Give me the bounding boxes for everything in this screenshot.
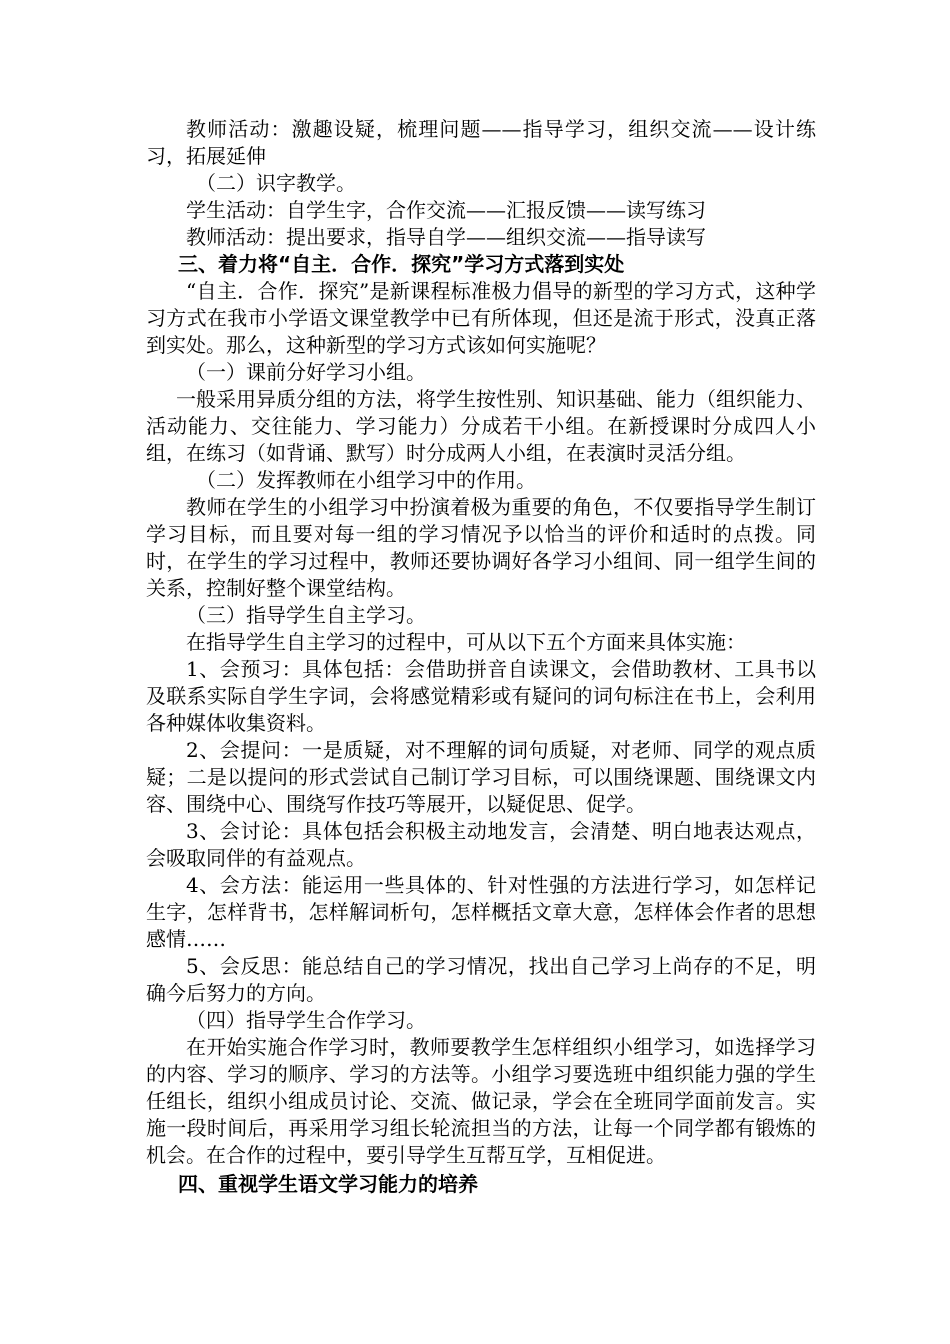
subheading-teacher-role: （二）发挥教师在小组学习中的作用。	[196, 468, 536, 492]
paragraph-teacher-role: 教师在学生的小组学习中扮演着极为重要的角色，不仅要指导学生制订学习目标，而且要对每一组的学习情况予以恰当的评价和适时的点拨。同时，在学生的学习过程中，教师还要协调好各学习小组间、同一组学生间的关系，控制好整个课堂结构。	[146, 495, 816, 600]
list-item-questioning: 2、会提问：一是质疑，对不理解的词句质疑，对老师、同学的观点质疑；二是以提问的形式尝试自己制订学习目标，可以围绕课题、围绕课文内容、围绕中心、围绕写作技巧等展开，以疑促思、促学。	[146, 738, 816, 816]
subheading-independent-learning: （三）指导学生自主学习。	[186, 603, 426, 627]
list-item-methods: 4、会方法：能运用一些具体的、针对性强的方法进行学习，如怎样记生字，怎样背书，怎样解词析句，怎样概括文章大意，怎样体会作者的思想感情……	[146, 873, 816, 951]
subheading-literacy-teaching: （二）识字教学。	[196, 171, 356, 195]
paragraph-cooperative-learning: 在开始实施合作学习时，教师要教学生怎样组织小组学习，如选择学习的内容、学习的顺序、学习的方法等。小组学习要选班中组织能力强的学生任组长，组织小组成员讨论、交流、做记录，学会在全班同学面前发言。实施一段时间后，再采用学习组长轮流担当的方法，让每一个同学都有锻炼的机会。在合作的过程中，要引导学生互帮互学，互相促进。	[146, 1035, 816, 1167]
student-activity-literacy: 学生活动：自学生字，合作交流——汇报反馈——读写练习	[186, 198, 706, 222]
section-heading-4: 四、重视学生语文学习能力的培养	[178, 1172, 478, 1196]
teacher-activity-reading: 教师活动：激趣设疑，梳理问题——指导学习，组织交流——设计练习，拓展延伸	[146, 117, 816, 168]
subheading-group-division: （一）课前分好学习小组。	[186, 360, 426, 384]
document-body	[146, 116, 816, 1198]
paragraph-five-aspects: 在指导学生自主学习的过程中，可从以下五个方面来具体实施：	[186, 630, 746, 654]
list-item-discussion: 3、会讨论：具体包括会积极主动地发言，会清楚、明白地表达观点，会吸取同伴的有益观点。	[146, 819, 816, 870]
paragraph-learning-method-intro: “自主．合作．探究”是新课程标准极力倡导的新型的学习方式，这种学习方式在我市小学语文课堂教学中已有所体现，但还是流于形式，没真正落到实处。那么，这种新型的学习方式该如何实施呢？	[146, 279, 816, 357]
list-item-preview: 1、会预习：具体包括：会借助拼音自读课文，会借助教材、工具书以及联系实际自学生字词，会将感觉精彩或有疑问的词句标注在书上，会利用各种媒体收集资料。	[146, 657, 816, 735]
section-heading-3: 三、着力将“自主．合作．探究”学习方式落到实处	[178, 252, 625, 276]
paragraph-group-division: 一般采用异质分组的方法，将学生按性别、知识基础、能力（组织能力、活动能力、交往能力、学习能力）分成若干小组。在新授课时分成四人小组，在练习（如背诵、默写）时分成两人小组，在表演时灵活分组。	[146, 387, 816, 465]
subheading-cooperative-learning: （四）指导学生合作学习。	[186, 1008, 426, 1032]
teacher-activity-literacy: 教师活动：提出要求，指导自学——组织交流——指导读写	[186, 225, 706, 249]
list-item-reflection: 5、会反思：能总结自己的学习情况，找出自己学习上尚存的不足，明确今后努力的方向。	[146, 954, 816, 1005]
